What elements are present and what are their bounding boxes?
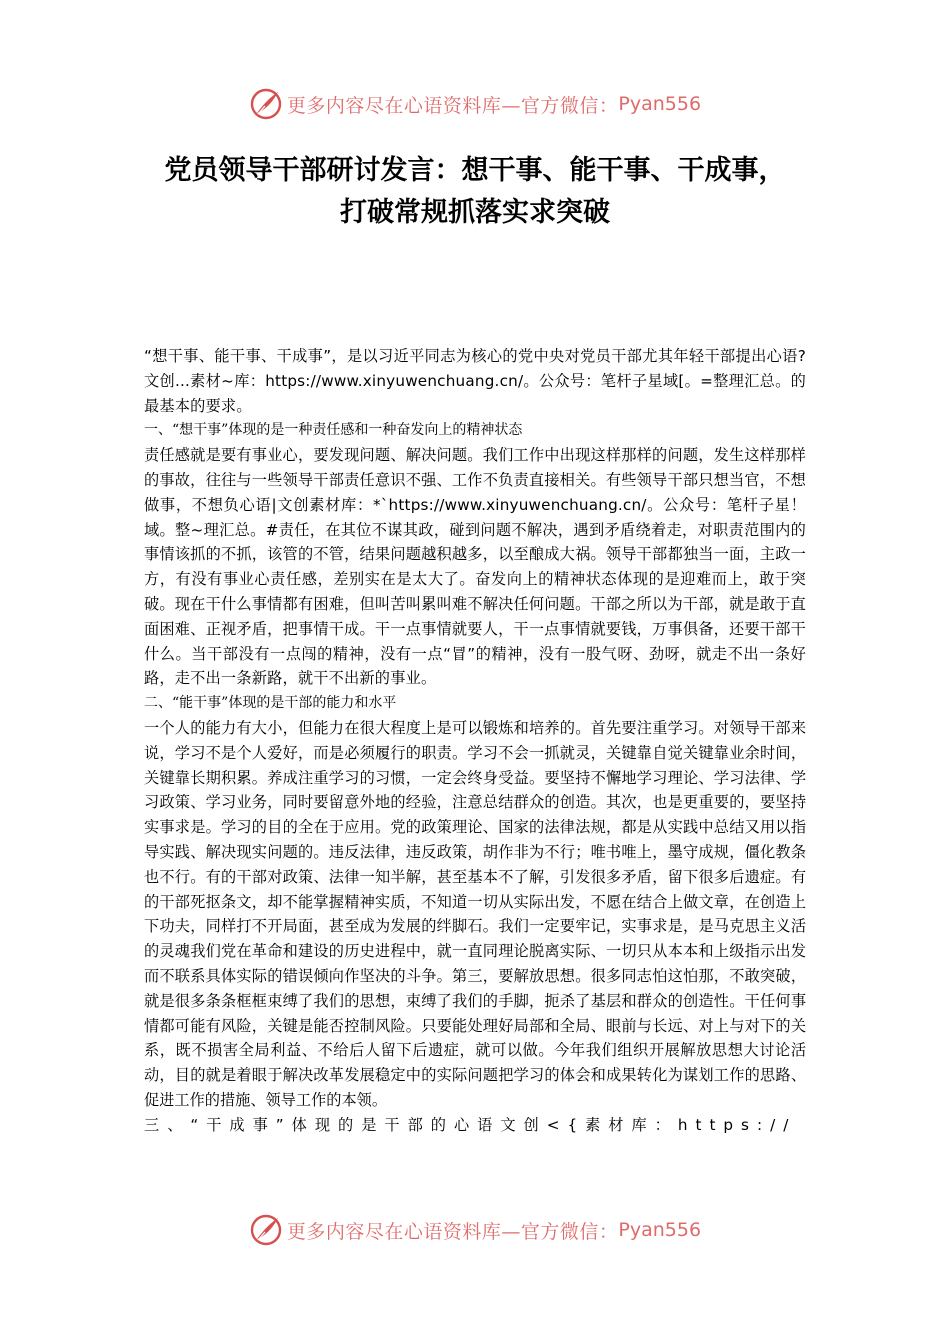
banner-text: 更多内容尽在心语资料库—官方微信： — [286, 1220, 619, 1243]
section-paragraph-1: 责任感就是要有事业心，要发现问题、解决问题。我们工作中出现这样那样的问题，发生这样那样的事故，往往与一些领导干部责任意识不强、工作不负责直接相关。有些领导干部只想当官，不想做事，不想负心语|文创素材库：*`https://www.xinyuwenchuang.cn/。公众号：笔杆子星！域。整~理汇总。#责任，在其位不谋其政，碰到问题不解决，遇到矛盾绕着走，对职责范围内的事情该抓的不抓，该管的不管，结果问题越积越多，以至酿成大祸。领导干部都独当一面，主政一方，有没有事业心责任感，差别实在是太大了。奋发向上的精神状态体现的是迎难而上，敢于突破。现在干什么事情都有困难，但叫苦叫累叫难不解决任何问题。干部之所以为干部，就是敢于直面困难、正视矛盾，把事情干成。干一点事情就要人，干一点事情就要钱，万事俱备，还要干部干什么。当干部没有一点闯的精神，没有一点“冒”的精神，没有一股气呀、劲呀，就走不出一条好路，走不出一条新路，就干不出新的事业。 — [144, 446, 806, 688]
section-heading-1: 一、“想干事”体现的是一种责任感和一种奋发向上的精神状态 — [144, 422, 523, 439]
banner-text: 更多内容尽在心语资料库—官方微信： — [286, 94, 619, 117]
section-heading-3: 三、“干成事”体现的是干部的心语文创<{素材库：https:// — [144, 1115, 797, 1134]
quill-pen-icon — [249, 87, 283, 121]
page-title — [100, 150, 850, 234]
header-banner — [0, 84, 950, 124]
title-line-1: 党员领导干部研讨发言：想干事、能干事、干成事， — [164, 155, 786, 186]
intro-paragraph: “想干事、能干事、干成事”，是以习近平同志为核心的党中央对党员干部尤其年轻干部提出心语?文创...素材~库：https://www.xinyuwenchuang.cn/。公众号：笔杆子星域[。=整理汇总。的最基本的要求。 — [144, 347, 806, 415]
footer-banner — [0, 1210, 950, 1250]
quill-pen-icon — [249, 1213, 283, 1247]
section-heading-2: 二、“能干事”体现的是干部的能力和水平 — [144, 695, 397, 712]
banner-wechat-id: Pyan556 — [618, 93, 702, 115]
title-line-2: 打破常规抓落实求突破 — [340, 197, 610, 228]
banner-wechat-id: Pyan556 — [618, 1219, 702, 1241]
article-body — [144, 344, 806, 1138]
section-paragraph-2: 一个人的能力有大小，但能力在很大程度上是可以锻炼和培养的。首先要注重学习。对领导干部来说，学习不是个人爱好，而是必须履行的职责。学习不会一抓就灵，关键靠自觉关键靠业余时间，关键靠长期积累。养成注重学习的习惯，一定会终身受益。要坚持不懈地学习理论、学习法律、学习政策、学习业务，同时要留意外地的经验，注意总结群众的创造。其次，也是更重要的，要坚持实事求是。学习的目的全在于应用。党的政策理论、国家的法律法规，都是从实践中总结又用以指导实践、解决现实问题的。违反法律，违反政策，胡作非为不行；唯书唯上，墨守成规，僵化教条也不行。有的干部对政策、法律一知半解，甚至基本不了解，引发很多矛盾，留下很多后遗症。有的干部死抠条文，却不能掌握精神实质，不知道一切从实际出发，不愿在结合上做文章，在创造上下功夫，同样打不开局面，甚至成为发展的绊脚石。我们一定要牢记，实事求是，是马克思主义活的灵魂我们党在革命和建设的历史进程中，就一直同理论脱离实际、一切只从本本和上级指示出发而不联系具体实际的错误倾向作坚决的斗争。第三，要解放思想。很多同志怕这怕那，不敢突破，就是很多条条框框束缚了我们的思想，束缚了我们的手脚，扼杀了基层和群众的创造性。干任何事情都可能有风险，关键是能否控制风险。只要能处理好局部和全局、眼前与长远、对上与对下的关系，既不损害全局利益、不给后人留下后遗症，就可以做。今年我们组织开展解放思想大讨论活动，目的就是着眼于解决改革发展稳定中的实际问题把学习的体会和成果转化为谋划工作的思路、促进工作的措施、领导工作的本领。 — [144, 718, 806, 1109]
